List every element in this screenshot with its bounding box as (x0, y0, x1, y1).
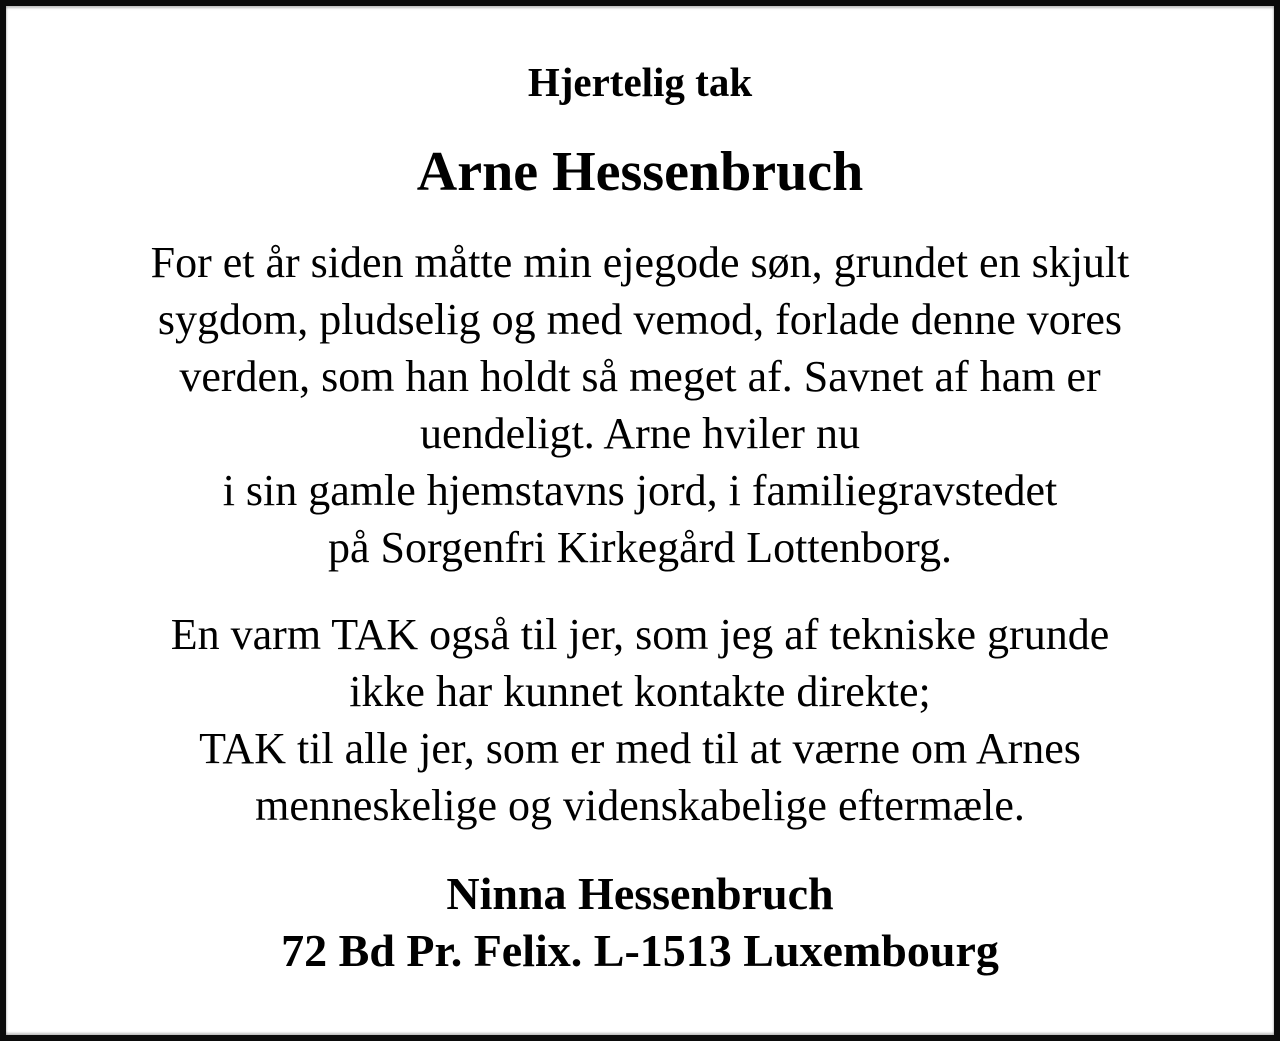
signature-name: Ninna Hessenbruch (446, 868, 834, 919)
text-line: For et år siden måtte min ejegode søn, grundet en skjult (150, 238, 1130, 287)
notice-paragraph-thanks (6, 606, 1274, 834)
text-line: En varm TAK også til jer, som jeg af tekniske grunde (170, 610, 1110, 659)
text-line: TAK til alle jer, som er med til at værne om Arnes (199, 724, 1081, 773)
deceased-name: Arne Hessenbruch (416, 141, 864, 203)
text-line: menneskelige og videnskabelige eftermæle. (255, 781, 1025, 830)
text-line: uendeligt. Arne hviler nu (420, 409, 860, 458)
text-line: på Sorgenfri Kirkegård Lottenborg. (328, 523, 952, 572)
text-line: verden, som han holdt så meget af. Savnet af ham er (179, 352, 1101, 401)
text-line: sygdom, pludselig og med vemod, forlade denne vores (157, 295, 1123, 344)
notice-paragraph-memorial (6, 234, 1274, 576)
signature-address: 72 Bd Pr. Felix. L-1513 Luxembourg (281, 925, 999, 976)
signature-block (6, 865, 1274, 979)
text-line: i sin gamle hjemstavns jord, i familiegravstedet (222, 466, 1058, 515)
notice-header: Hjertelig tak (527, 59, 753, 105)
text-line: ikke har kunnet kontakte direkte; (349, 667, 931, 716)
